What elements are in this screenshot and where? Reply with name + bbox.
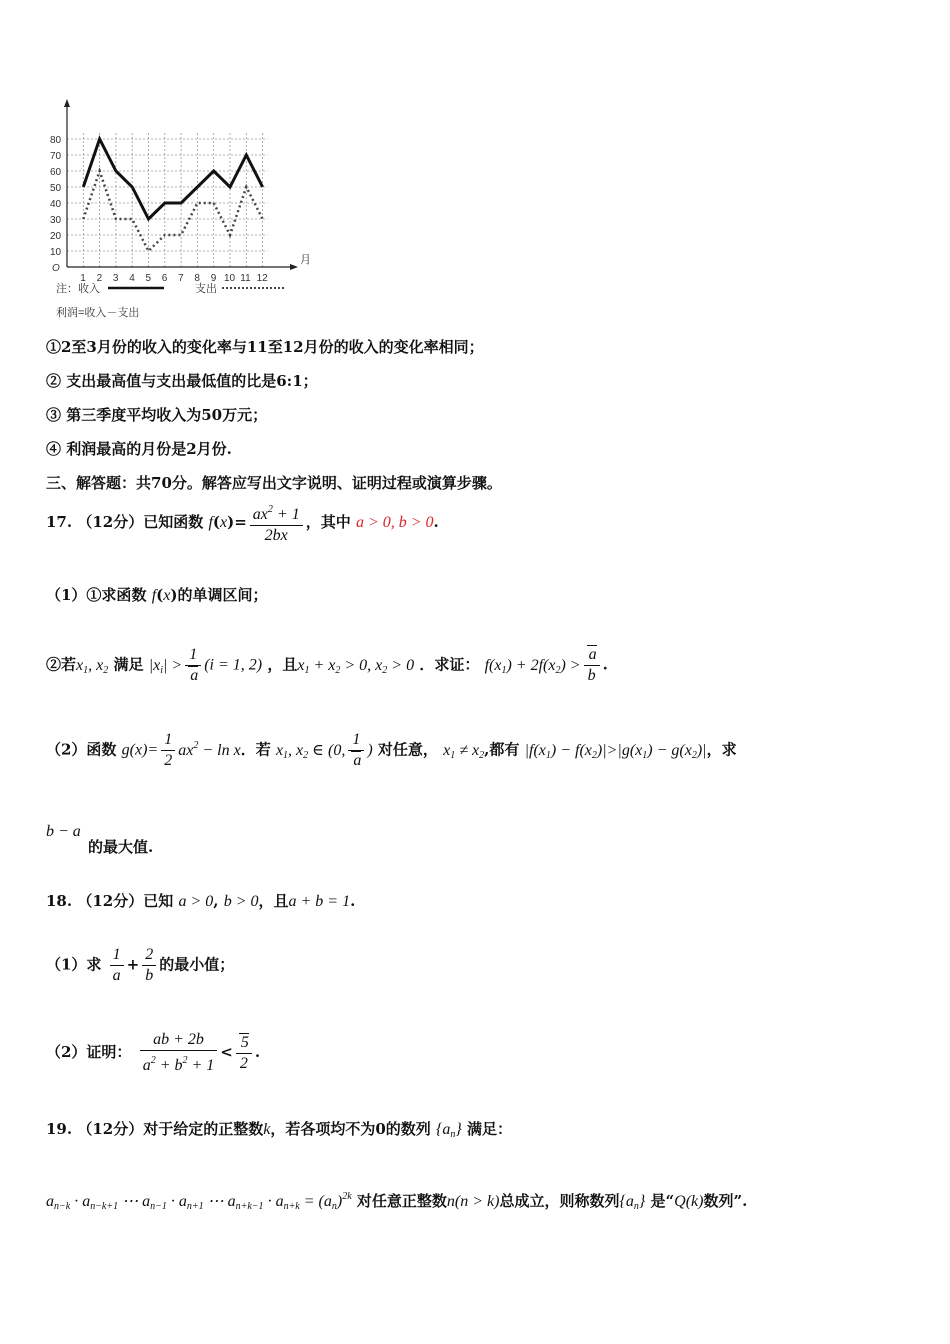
profit-note: 利润=收入－支出 (56, 307, 140, 319)
x-axis-label: 月 (300, 254, 311, 266)
income-expense-chart (40, 95, 330, 330)
statement-2: ② 支出最高值与支出最低值的比是6:1； (46, 372, 318, 390)
y-tick-label: 20 (50, 231, 62, 242)
section-3-heading: 三、解答题：共70分。解答应写出文字说明、证明过程或演算步骤。 (46, 474, 502, 492)
q17-part2: （2）函数 g(x)= $\frac{1}{2}$ $ax^2 - \ln x$．若 $x_1$, $x_2$ ∈ (0, $\frac{1}{a}$ ) 对任意， $x_1 \ne x_2$,都有 $|f(x_1) - f(x_2)|>|g(x_1) - g(x_2)|$，求 (46, 731, 737, 769)
y-tick-label: 60 (50, 167, 62, 178)
q17-part1-2: ②若$x_1$, $x_2$ 满足 $|x_i|$ > $\frac{1}{a}$ (i = 1, 2) ，且$x_1 + x_2 > 0$, $x_2 > 0$ ．求证： $f(x_1) + 2f(x_2)$ > $\frac{a}{b}$ . (46, 646, 608, 684)
q18-statement: 18. （12分）已知 a > 0, b > 0，且a + b = 1. (46, 892, 356, 910)
x-tick-label: 8 (194, 273, 200, 284)
x-tick-label: 12 (256, 273, 268, 284)
y-tick-label: 80 (50, 135, 62, 146)
q17-condition: a > 0, b > 0 (355, 514, 434, 531)
x-tick-label: 10 (224, 273, 236, 284)
q18-part1: （1）求 $\frac{1}{a}$ + $\frac{2}{b}$ 的最小值； (46, 946, 235, 984)
statement-1: ①2至3月份的收入的变化率与11至12月份的收入的变化率相同； (46, 338, 484, 356)
x-tick-label: 11 (240, 273, 251, 284)
x-tick-label: 2 (96, 273, 103, 284)
legend-expense-label: 支出 (195, 283, 217, 295)
x-tick-label: 3 (112, 273, 119, 284)
x-tick-label: 1 (80, 273, 86, 284)
statement-3: ③ 第三季度平均收入为50万元； (46, 406, 268, 424)
y-tick-label: 10 (50, 247, 62, 258)
income-series-line (83, 139, 262, 219)
x-tick-label: 4 (129, 273, 135, 284)
y-tick-label: 50 (50, 183, 62, 194)
x-tick-label: 6 (161, 273, 168, 284)
expense-series-line (83, 171, 262, 251)
statement-4: ④ 利润最高的月份是2月份. (46, 440, 232, 458)
x-tick-label: 9 (210, 273, 217, 284)
y-tick-label: 70 (50, 151, 62, 162)
y-tick-label: 30 (50, 215, 62, 226)
x-tick-label: 5 (145, 273, 152, 284)
q18-part2: （2）证明： $\frac{ab + 2b}{a^2 + b^2 + 1}$ < $\frac{5}{2}$ . (46, 1031, 261, 1074)
q17-part2-end-text: 的最大值. (88, 838, 154, 856)
legend-income-label: 注：收入 (56, 283, 100, 295)
q19-definition: $a_{n-k} \cdot a_{n-k+1}$ ⋯ $a_{n-1} \cdot a_{n+1}$ ⋯ $a_{n+k-1} \cdot a_{n+k} = (a_n)^{2k}$ 对任意正整数n(n > k)总成立，则称数列$\{a_n\}$ 是“Q(k)数列”. (46, 1191, 748, 1212)
q19-statement: 19. （12分）对于给定的正整数k，若各项均不为0的数列 $\{a_n\}$ 满足： (46, 1120, 513, 1140)
y-tick-label: 40 (50, 199, 62, 210)
chart-grid (67, 131, 267, 267)
x-tick-label: 7 (178, 273, 184, 284)
q17-part2-end: b − a (46, 823, 81, 840)
origin-label: O (52, 263, 60, 274)
q17-part1: （1）①求函数 f(x)的单调区间； (46, 586, 268, 604)
q17-statement: 17. （12分）已知函数 f(x)= $\frac{ax^2 + 1}{2bx}$ ，其中 a > 0, b > 0. (46, 500, 439, 546)
